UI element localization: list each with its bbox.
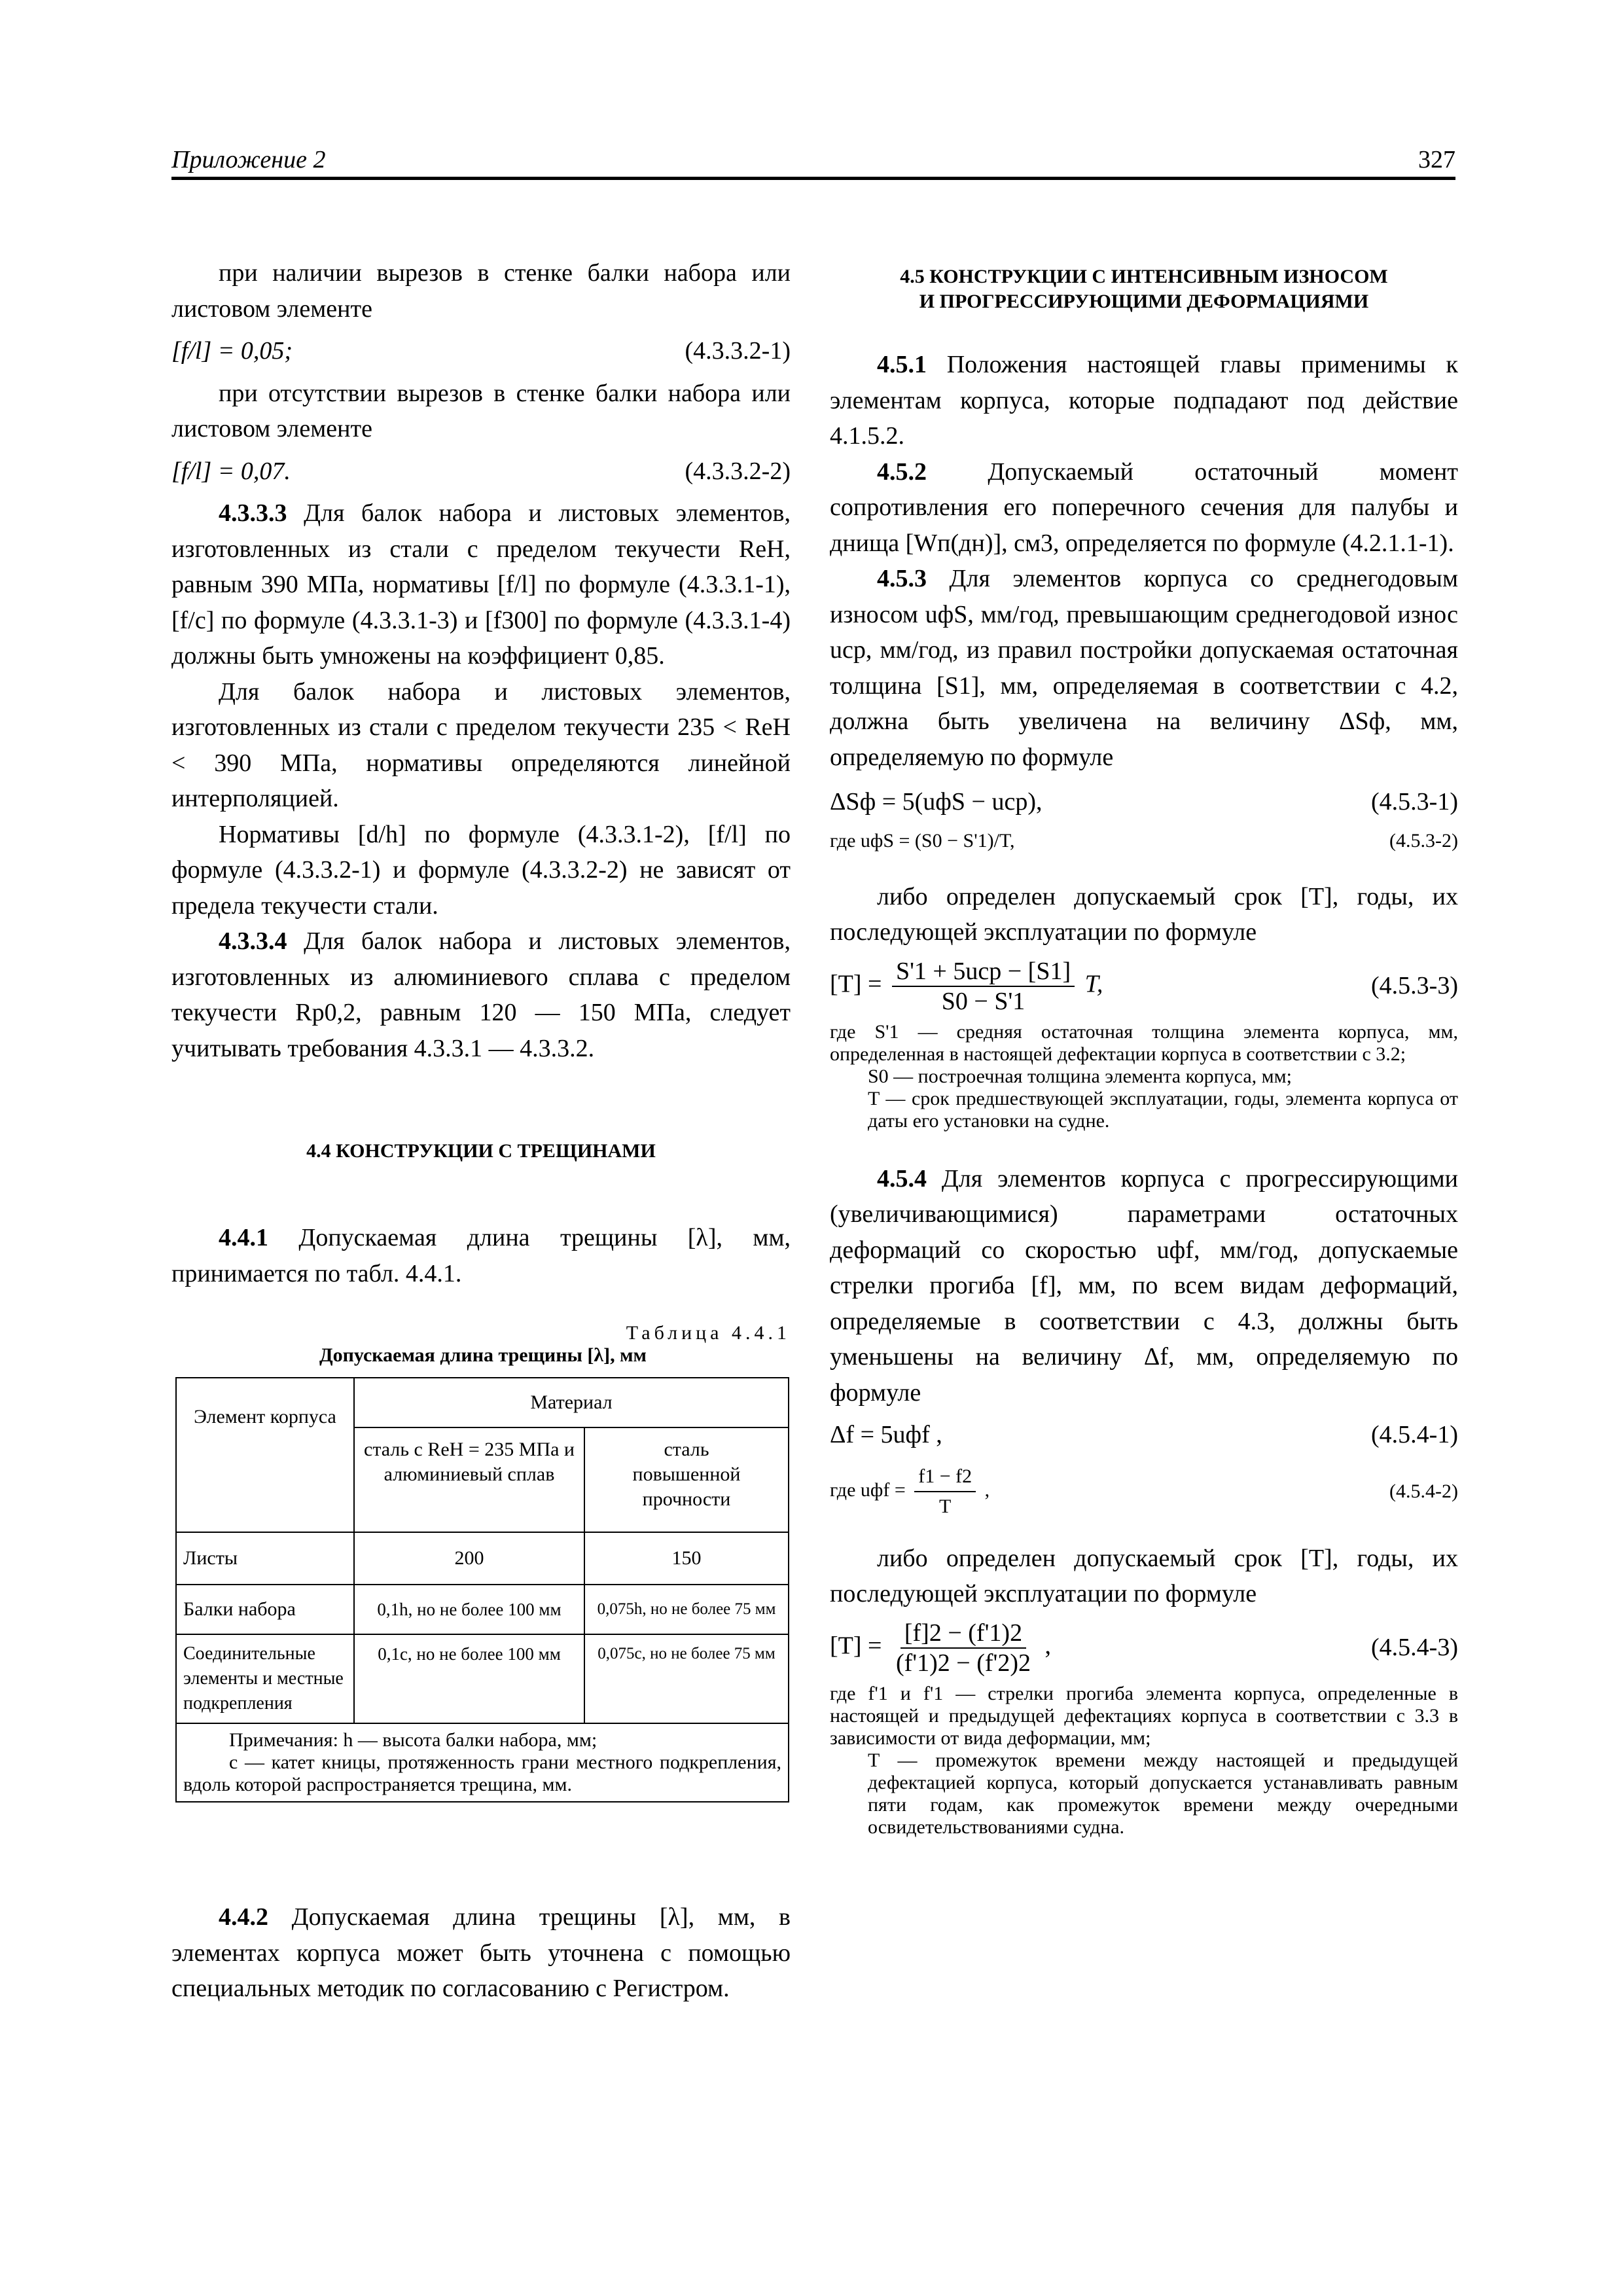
formula — [830, 957, 1103, 1016]
paragraph-text: Для элементов корпуса с прогрессирующими (увеличивающимися) параметрами остаточных деформаций со скоростью uфf, мм/год, допускаемые стрелки прогиба [f], мм, по всем видам деформаций, определяемые в соответствии с 4.3, должны быть уменьшены на величину Δf, мм, определяемую по формуле — [830, 1164, 1458, 1407]
section-heading-4-4: 4.4 КОНСТРУКЦИИ С ТРЕЩИНАМИ — [306, 1140, 656, 1162]
table-cell: 150 — [584, 1532, 789, 1585]
paragraph-text: Для балок набора и листовых элементов, изготовленных из алюминиевого сплава с пределом текучести Rp0,2, равным 120 — 150 МПа, следует учитывать требования 4.3.3.1 — 4.3.3.2. — [171, 927, 791, 1062]
crack-length-table — [175, 1377, 789, 1803]
table-row — [176, 1585, 789, 1634]
paragraph — [171, 1220, 791, 1291]
fraction — [914, 1462, 976, 1521]
paragraph-text: Положения настоящей главы применимы к элементам корпуса, которые подпадают под действие 4.1.5.2. — [830, 351, 1458, 450]
formula-row — [830, 1619, 1458, 1677]
table-caption: Допускаемая длина трещины [λ], мм — [319, 1344, 647, 1366]
paragraph-text: Допускаемый остаточный момент сопротивления его поперечного сечения для палубы и днища [Wп(дн)], см3, определяется по формуле (4.2.1.1-1). — [830, 457, 1458, 557]
denominator: S0 − S'1 — [941, 987, 1026, 1015]
table-cell: 0,1c, но не более 100 мм — [354, 1634, 584, 1723]
formula-row — [830, 1462, 1458, 1521]
clause-number: 4.5.3 — [877, 565, 927, 592]
paragraph — [830, 347, 1458, 454]
formula: [f/l] = 0,05; — [171, 337, 293, 365]
formula-row — [830, 829, 1458, 853]
clause-number: 4.4.2 — [219, 1903, 268, 1931]
paragraph-text: Допускаемая длина трещины [λ], мм, принимается по табл. 4.4.1. — [171, 1224, 791, 1287]
formula: ΔSф = 5(uфS − uср), — [830, 788, 1043, 816]
right-column — [830, 347, 1458, 1839]
table-number: Таблица 4.4.1 — [626, 1322, 791, 1344]
table-cell: 0,075c, но не более 75 мм — [584, 1634, 789, 1723]
formula-lhs: где uфf = — [830, 1479, 906, 1501]
table-note: c — катет кницы, протяженность грани местного подкрепления, вдоль которой распространяется трещина, мм. — [183, 1751, 781, 1795]
clause-number: 4.4.1 — [219, 1224, 268, 1251]
paragraph: либо определен допускаемый срок [T], годы, их последующей эксплуатации по формуле — [830, 1544, 1458, 1607]
section-heading-4-5 — [830, 264, 1458, 314]
table-cell: 0,075h, но не более 75 мм — [584, 1585, 789, 1634]
table-cell: Листы — [176, 1532, 354, 1585]
table-header-row — [176, 1378, 789, 1427]
paragraph: либо определен допускаемый срок [T], годы, их последующей эксплуатации по формуле — [830, 882, 1458, 946]
paragraph: Для балок набора и листовых элементов, изготовленных из стали с пределом текучести 235 < ReH < 390 МПа, нормативы определяются линейной интерполяцией. — [171, 677, 791, 812]
table-cell: 200 — [354, 1532, 584, 1585]
paragraph — [830, 561, 1458, 775]
formula-row — [830, 784, 1458, 820]
paragraph: Нормативы [d/h] по формуле (4.3.3.1-2), [f/l] по формуле (4.3.3.2-1) и формуле (4.3.3.2-2) не зависят от предела текучести стали. — [171, 820, 791, 920]
formula: Δf = 5uфf , — [830, 1421, 942, 1448]
formula-number: (4.5.4-2) — [1389, 1480, 1458, 1502]
table-cell: 0,1h, но не более 100 мм — [354, 1585, 584, 1634]
numerator: [f]2 − (f'1)2 — [901, 1619, 1026, 1649]
table-note: Примечания: h — высота балки набора, мм; — [229, 1729, 597, 1751]
formula-lhs: [T] = — [830, 1632, 882, 1660]
clause-number: 4.3.3.3 — [219, 499, 287, 527]
numerator: f1 − f2 — [914, 1462, 976, 1492]
table-row — [176, 1532, 789, 1585]
where-item: S0 — построечная толщина элемента корпуса, мм; — [868, 1065, 1292, 1087]
formula-number: (4.5.3-2) — [1389, 829, 1458, 852]
paragraph — [171, 924, 791, 1066]
where-block — [830, 1683, 1458, 1839]
where-item: T — срок предшествующей эксплуатации, годы, элемента корпуса от даты его установки на судне. — [868, 1087, 1458, 1132]
header-cell: сталь повышенной прочности — [584, 1427, 789, 1532]
formula-number: (4.5.3-1) — [1371, 788, 1458, 816]
paragraph — [171, 1899, 791, 2007]
header-cell: Элемент корпуса — [176, 1378, 354, 1532]
formula-number: (4.5.3-3) — [1371, 972, 1458, 1000]
formula — [830, 1462, 990, 1521]
table-notes-row — [176, 1723, 789, 1802]
paragraph-text: Для балок набора и листовых элементов, изготовленных из стали с пределом текучести ReH, равным 390 МПа, нормативы [f/l] по формуле (4.3.3.1-1), [f/c] по формуле (4.3.3.1-3) и [f300] по формуле (4.3.3.1-4) должны быть умножены на коэффициент 0,85. — [171, 499, 791, 670]
formula-lhs: [T] = — [830, 970, 882, 998]
clause-number: 4.5.1 — [877, 351, 927, 378]
formula-number: (4.5.4-1) — [1371, 1421, 1458, 1448]
formula-row — [830, 1417, 1458, 1453]
formula-number: (4.3.3.2-1) — [685, 337, 791, 365]
running-header-title: Приложение 2 — [171, 146, 326, 173]
header-cell: Материал — [354, 1378, 789, 1427]
clause-number: 4.5.2 — [877, 457, 927, 486]
formula: где uфS = (S0 − S'1)/T, — [830, 829, 1015, 852]
paragraph-text: Допускаемая длина трещины [λ], мм, в элементах корпуса может быть уточнена с помощью специальных методик по согласованию с Регистром. — [171, 1903, 791, 2002]
where-item: где S'1 — средняя остаточная толщина элемента корпуса, мм, определенная в настоящей дефектации корпуса в соответствии с 3.2; — [830, 1020, 1458, 1065]
heading-line: И ПРОГРЕССИРУЮЩИМИ ДЕФОРМАЦИЯМИ — [919, 291, 1369, 312]
page-number: 327 — [1418, 146, 1455, 173]
table-row — [176, 1634, 789, 1723]
clause-number: 4.5.4 — [877, 1164, 927, 1193]
formula-number: (4.3.3.2-2) — [685, 457, 791, 485]
left-column — [171, 255, 791, 1066]
formula-number: (4.5.4-3) — [1371, 1634, 1458, 1662]
left-column-lower — [171, 1220, 791, 1291]
header-cell: сталь с ReH = 235 МПа и алюминиевый сплав — [354, 1427, 584, 1532]
formula-row — [830, 957, 1458, 1016]
paragraph — [171, 495, 791, 674]
table-cell: Соединительные элементы и местные подкрепления — [176, 1634, 354, 1723]
paragraph: при наличии вырезов в стенке балки набора или листовом элементе — [171, 259, 791, 323]
paragraph: при отсутствии вырезов в стенке балки набора или листовом элементе — [171, 379, 791, 442]
denominator: T — [939, 1495, 952, 1517]
denominator: (f'1)2 − (f'2)2 — [895, 1649, 1031, 1677]
header-rule — [171, 177, 1455, 180]
table-cell: Балки набора — [176, 1585, 354, 1634]
paragraph — [830, 454, 1458, 562]
numerator: S'1 + 5uср − [S1] — [892, 957, 1075, 987]
paragraph — [830, 1161, 1458, 1411]
left-column-bottom — [171, 1899, 791, 2007]
formula — [830, 1619, 1051, 1677]
table-block — [175, 1322, 791, 1803]
formula-rhs: T, — [1084, 970, 1103, 998]
where-item: T — промежуток времени между настоящей и предыдущей дефектацией корпуса, который допускается устанавливать равным пяти годам, как промежуток времени между очередными освидетельствованиями судна. — [868, 1749, 1458, 1838]
formula-rhs: , — [1044, 1632, 1052, 1660]
fraction — [892, 1619, 1035, 1677]
table-notes — [176, 1723, 789, 1802]
paragraph-text: Для элементов корпуса со среднегодовым износом uфS, мм/год, превышающим среднегодовой износ uср, мм/год, из правил постройки допускаемая остаточная толщина [S1], мм, определяемая в соответствии с 4.2, должна быть увеличена на величину ΔSф, мм, определяемую по формуле — [830, 565, 1458, 771]
formula-rhs: , — [984, 1479, 990, 1501]
formula-row — [171, 454, 791, 490]
where-item: где f'1 и f'1 — стрелки прогиба элемента корпуса, определенные в настоящей и предыдущей дефектациях корпуса в соответствии с 3.3 в зависимости от вида деформации, мм; — [830, 1682, 1458, 1749]
formula: [f/l] = 0,07. — [171, 457, 291, 485]
heading-line: 4.5 КОНСТРУКЦИИ С ИНТЕНСИВНЫМ ИЗНОСОМ — [900, 266, 1388, 287]
where-block — [830, 1021, 1458, 1132]
formula-row — [171, 333, 791, 369]
clause-number: 4.3.3.4 — [219, 927, 287, 955]
fraction — [892, 957, 1075, 1016]
